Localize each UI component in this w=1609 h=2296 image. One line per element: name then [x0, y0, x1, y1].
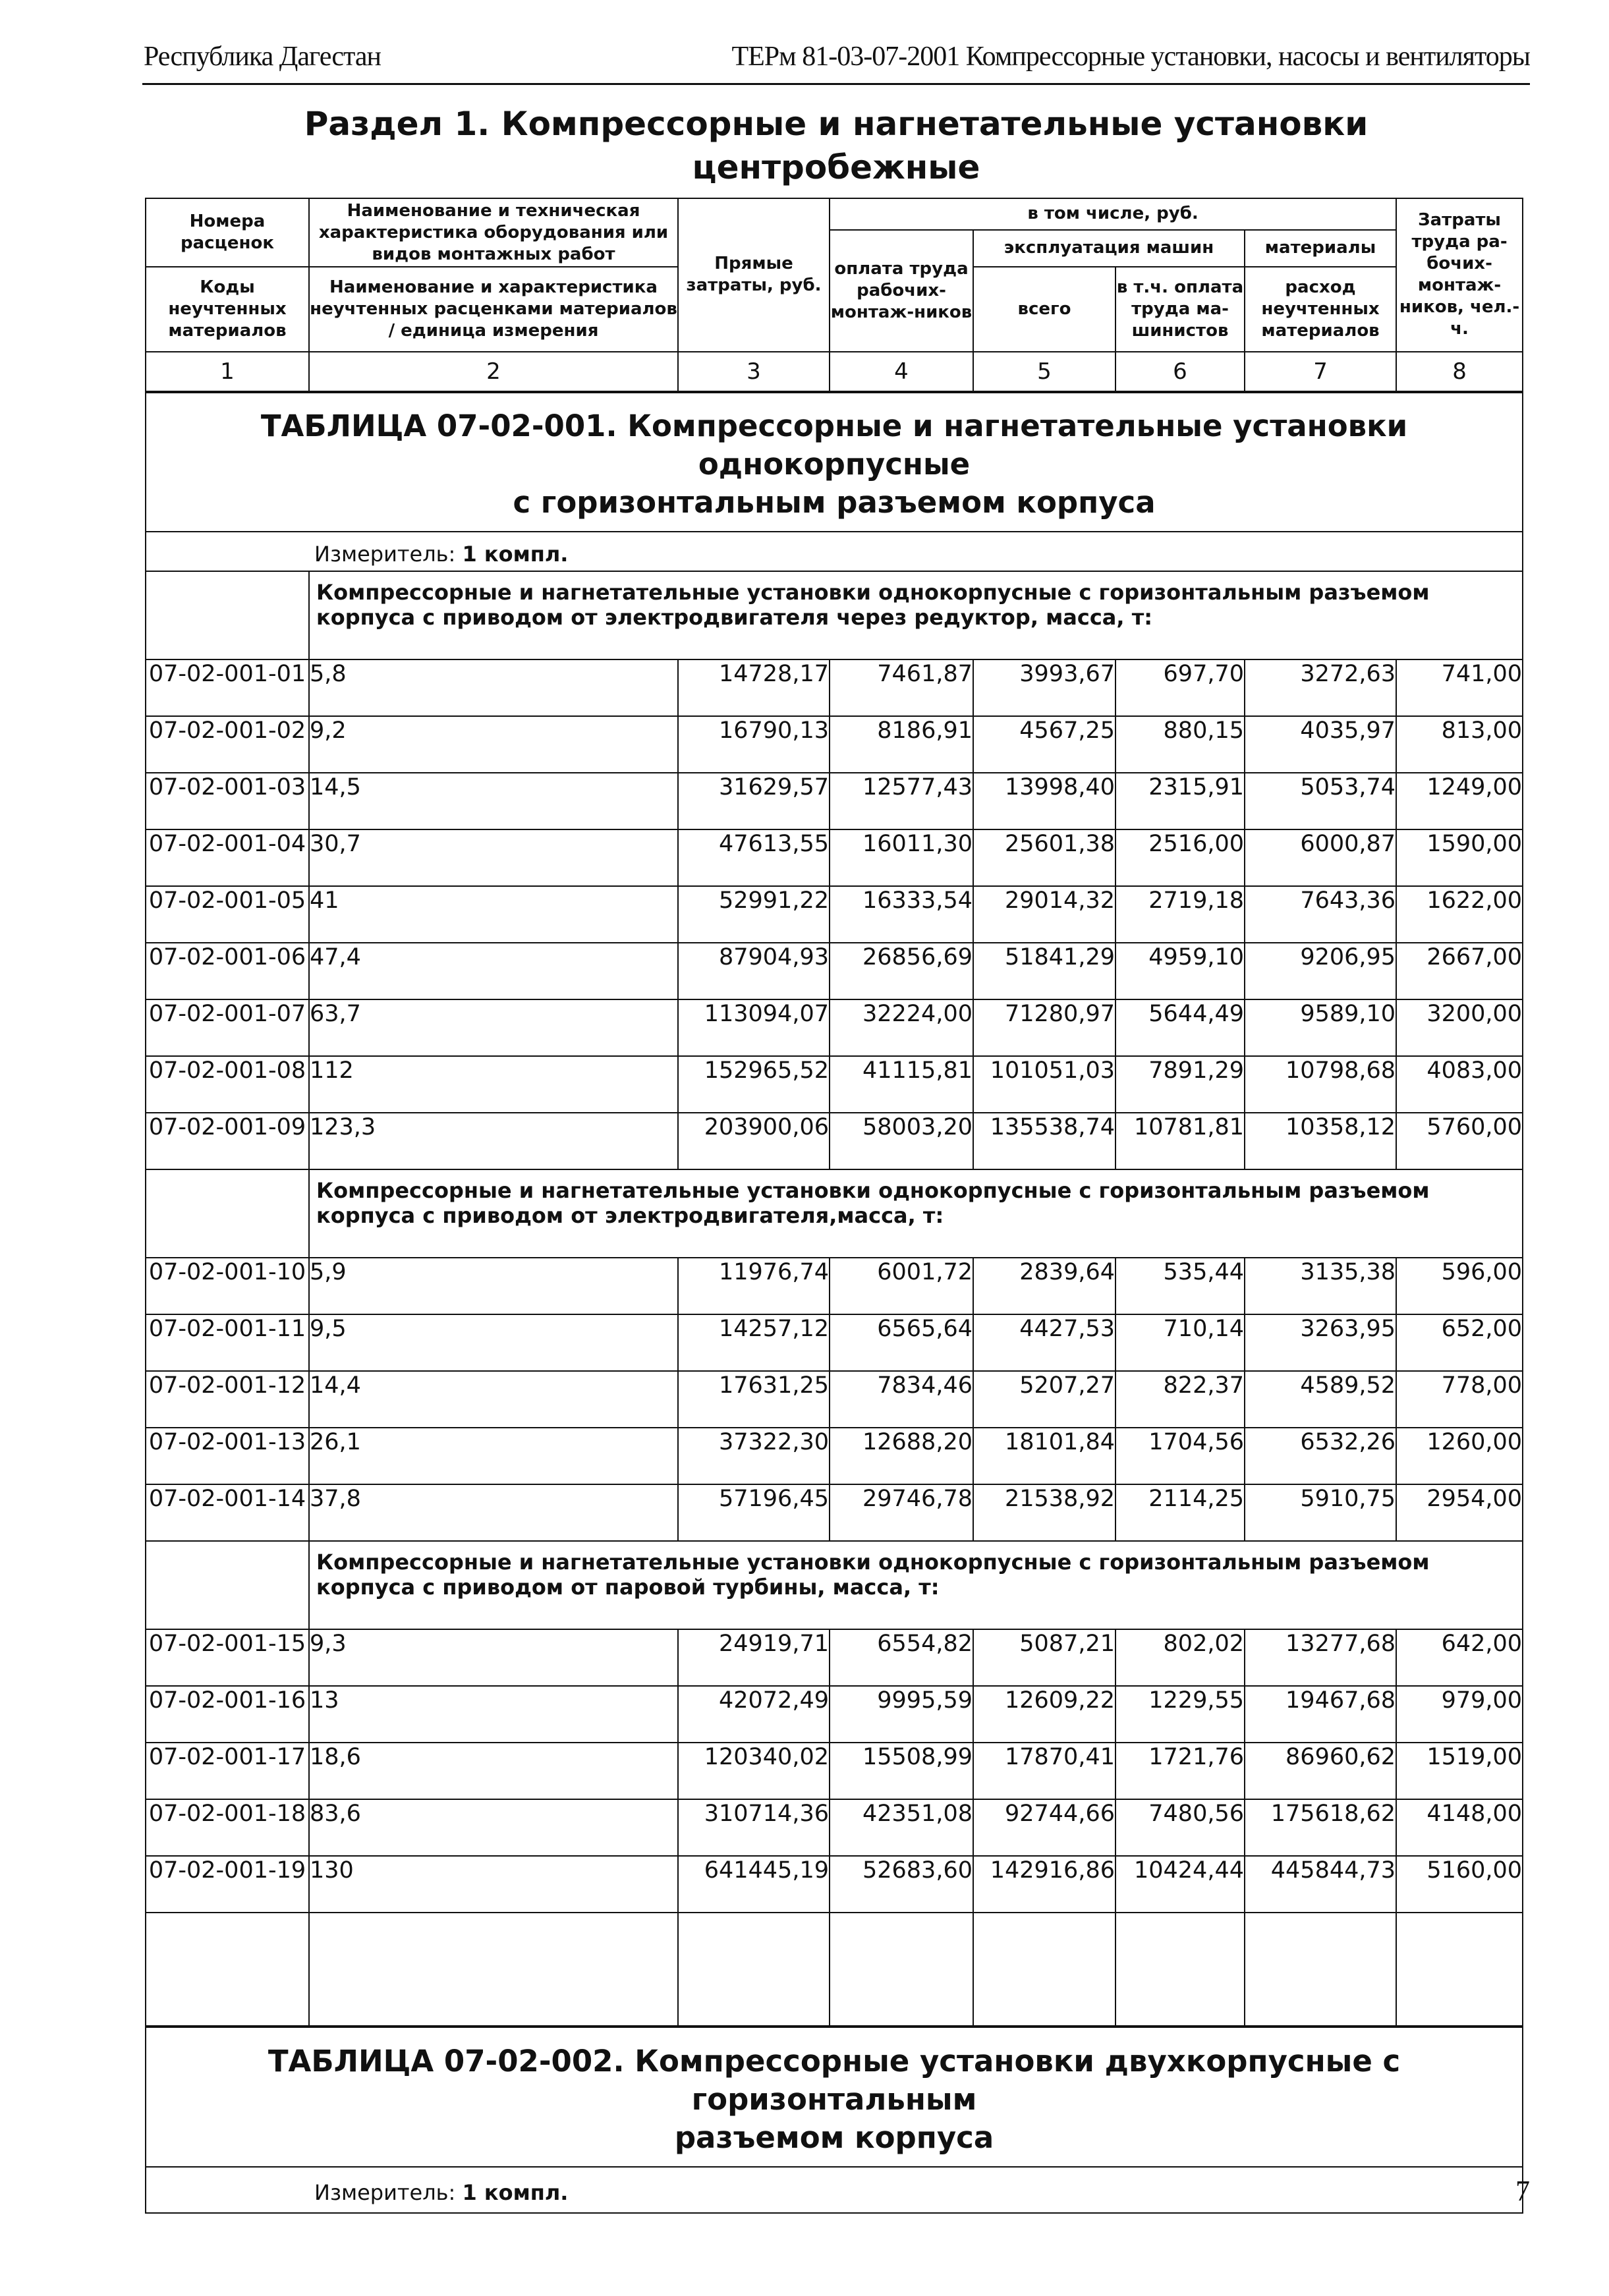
direct-cost-cell: 120340,02 [678, 1743, 830, 1799]
machinist-cost-cell: 880,15 [1115, 716, 1245, 773]
machinist-cost-cell: 1229,55 [1115, 1686, 1245, 1743]
mass-cell: 83,6 [309, 1799, 678, 1856]
material-cost-cell: 3272,63 [1245, 659, 1396, 716]
section-title: Раздел 1. Компрессорные и нагнетательные установки центробежные [304, 105, 1369, 186]
labor-cost-cell: 7834,46 [830, 1371, 973, 1428]
col-hours-header: Затраты труда ра-бочих-монтаж-ников, чел.-ч. [1396, 198, 1523, 352]
material-cost-cell: 10798,68 [1245, 1056, 1396, 1113]
material-cost-cell: 4589,52 [1245, 1371, 1396, 1428]
labor-hours-cell: 813,00 [1396, 716, 1523, 773]
col-materials-code-header: Коды неучтенных материалов [146, 267, 309, 351]
direct-cost-cell: 310714,36 [678, 1799, 830, 1856]
material-cost-cell: 9206,95 [1245, 943, 1396, 999]
labor-cost-cell: 6565,64 [830, 1314, 973, 1371]
page-number: 7 [1515, 2175, 1530, 2207]
group-header-row [146, 1541, 1523, 1629]
table-row [146, 1743, 1523, 1799]
labor-cost-cell: 7461,87 [830, 659, 973, 716]
rate-code-cell: 07-02-001-04 [146, 829, 309, 886]
direct-cost-cell: 14257,12 [678, 1314, 830, 1371]
direct-cost-cell: 37322,30 [678, 1428, 830, 1484]
table-row [146, 1856, 1523, 1913]
direct-cost-cell: 11976,74 [678, 1258, 830, 1314]
table-row [146, 773, 1523, 829]
material-cost-cell: 445844,73 [1245, 1856, 1396, 1913]
rate-code-cell: 07-02-001-09 [146, 1113, 309, 1169]
table-row [146, 1371, 1523, 1428]
labor-cost-cell: 16011,30 [830, 829, 973, 886]
rate-code-cell: 07-02-001-12 [146, 1371, 309, 1428]
col-machines-total-header: всего [973, 267, 1115, 351]
mass-cell: 9,3 [309, 1629, 678, 1686]
mass-cell: 112 [309, 1056, 678, 1113]
machine-cost-cell: 25601,38 [973, 829, 1115, 886]
material-cost-cell: 10358,12 [1245, 1113, 1396, 1169]
direct-cost-cell: 52991,22 [678, 886, 830, 943]
table2-measure: Измеритель: 1 компл. [146, 2167, 1523, 2213]
labor-cost-cell: 32224,00 [830, 999, 973, 1056]
mass-cell: 26,1 [309, 1428, 678, 1484]
mass-cell: 63,7 [309, 999, 678, 1056]
mass-cell: 5,8 [309, 659, 678, 716]
col-code-header: Номера расценок [146, 198, 309, 267]
labor-hours-cell: 1519,00 [1396, 1743, 1523, 1799]
machine-cost-cell: 17870,41 [973, 1743, 1115, 1799]
machinist-cost-cell: 5644,49 [1115, 999, 1245, 1056]
rate-code-cell: 07-02-001-17 [146, 1743, 309, 1799]
material-cost-cell: 86960,62 [1245, 1743, 1396, 1799]
direct-cost-cell: 17631,25 [678, 1371, 830, 1428]
material-cost-cell: 4035,97 [1245, 716, 1396, 773]
table-row [146, 1686, 1523, 1743]
empty-cell [678, 1913, 830, 2027]
mass-cell: 47,4 [309, 943, 678, 999]
machine-cost-cell: 13998,40 [973, 773, 1115, 829]
table1-caption [146, 392, 1523, 571]
rate-code-cell: 07-02-001-02 [146, 716, 309, 773]
table-row [146, 943, 1523, 999]
labor-cost-cell: 26856,69 [830, 943, 973, 999]
labor-cost-cell: 52683,60 [830, 1856, 973, 1913]
labor-cost-cell: 16333,54 [830, 886, 973, 943]
table-row [146, 1484, 1523, 1541]
machine-cost-cell: 51841,29 [973, 943, 1115, 999]
table2-title: ТАБЛИЦА 07-02-002. Компрессорные установки двухкорпусные с горизонтальным разъемом корпуса [146, 2027, 1523, 2167]
mass-cell: 13 [309, 1686, 678, 1743]
mass-cell: 37,8 [309, 1484, 678, 1541]
labor-hours-cell: 778,00 [1396, 1371, 1523, 1428]
table-row [146, 659, 1523, 716]
labor-cost-cell: 8186,91 [830, 716, 973, 773]
table-head [146, 198, 1523, 392]
material-cost-cell: 13277,68 [1245, 1629, 1396, 1686]
column-number: 1 [146, 352, 309, 392]
column-number: 4 [830, 352, 973, 392]
machinist-cost-cell: 10424,44 [1115, 1856, 1245, 1913]
header-region: Республика Дагестан [144, 42, 381, 72]
column-number: 3 [678, 352, 830, 392]
rate-code-cell: 07-02-001-14 [146, 1484, 309, 1541]
table-row [146, 1113, 1523, 1169]
material-cost-cell: 9589,10 [1245, 999, 1396, 1056]
labor-cost-cell: 15508,99 [830, 1743, 973, 1799]
machine-cost-cell: 29014,32 [973, 886, 1115, 943]
rate-code-cell: 07-02-001-11 [146, 1314, 309, 1371]
labor-cost-cell: 6001,72 [830, 1258, 973, 1314]
machinist-cost-cell: 2315,91 [1115, 773, 1245, 829]
table-row [146, 1799, 1523, 1856]
group-title: Компрессорные и нагнетательные установки однокорпусные с горизонтальным разъемом корпуса с приводом от паровой турбины, масса, т: [309, 1541, 1523, 1629]
table-row [146, 1314, 1523, 1371]
table1-title: ТАБЛИЦА 07-02-001. Компрессорные и нагнетательные установки однокорпусные с горизонтальным разъемом корпуса [146, 392, 1523, 532]
mass-cell: 41 [309, 886, 678, 943]
labor-hours-cell: 979,00 [1396, 1686, 1523, 1743]
column-number: 2 [309, 352, 678, 392]
material-cost-cell: 6532,26 [1245, 1428, 1396, 1484]
machinist-cost-cell: 1721,76 [1115, 1743, 1245, 1799]
labor-hours-cell: 5160,00 [1396, 1856, 1523, 1913]
direct-cost-cell: 24919,71 [678, 1629, 830, 1686]
col-materials-name-header: Наименование и характеристика неучтенных расценками материалов / единица измерения [309, 267, 678, 351]
rate-code-cell: 07-02-001-06 [146, 943, 309, 999]
col-name-header: Наименование и техническая характеристика оборудования или видов монтажных работ [309, 198, 678, 267]
labor-cost-cell: 29746,78 [830, 1484, 973, 1541]
machinist-cost-cell: 7480,56 [1115, 1799, 1245, 1856]
labor-cost-cell: 12577,43 [830, 773, 973, 829]
machinist-cost-cell: 697,70 [1115, 659, 1245, 716]
labor-cost-cell: 6554,82 [830, 1629, 973, 1686]
machine-cost-cell: 4567,25 [973, 716, 1115, 773]
mass-cell: 14,4 [309, 1371, 678, 1428]
labor-hours-cell: 1249,00 [1396, 773, 1523, 829]
material-cost-cell: 6000,87 [1245, 829, 1396, 886]
direct-cost-cell: 47613,55 [678, 829, 830, 886]
material-cost-cell: 19467,68 [1245, 1686, 1396, 1743]
machine-cost-cell: 21538,92 [973, 1484, 1115, 1541]
labor-hours-cell: 2954,00 [1396, 1484, 1523, 1541]
labor-hours-cell: 3200,00 [1396, 999, 1523, 1056]
table-row [146, 829, 1523, 886]
labor-hours-cell: 1622,00 [1396, 886, 1523, 943]
rate-code-cell: 07-02-001-13 [146, 1428, 309, 1484]
labor-hours-cell: 4148,00 [1396, 1799, 1523, 1856]
table-row [146, 716, 1523, 773]
rate-code-cell: 07-02-001-03 [146, 773, 309, 829]
labor-hours-cell: 652,00 [1396, 1314, 1523, 1371]
table2-caption [146, 2027, 1523, 2213]
direct-cost-cell: 42072,49 [678, 1686, 830, 1743]
rate-code-cell: 07-02-001-05 [146, 886, 309, 943]
mass-cell: 14,5 [309, 773, 678, 829]
machine-cost-cell: 5087,21 [973, 1629, 1115, 1686]
table1-measure: Измеритель: 1 компл. [146, 532, 1523, 571]
machine-cost-cell: 71280,97 [973, 999, 1115, 1056]
machinist-cost-cell: 1704,56 [1115, 1428, 1245, 1484]
table-row [146, 999, 1523, 1056]
machine-cost-cell: 92744,66 [973, 1799, 1115, 1856]
labor-hours-cell: 1260,00 [1396, 1428, 1523, 1484]
direct-cost-cell: 57196,45 [678, 1484, 830, 1541]
rate-code-cell: 07-02-001-07 [146, 999, 309, 1056]
material-cost-cell: 3135,38 [1245, 1258, 1396, 1314]
column-number: 8 [1396, 352, 1523, 392]
column-number: 7 [1245, 352, 1396, 392]
table-row [146, 1428, 1523, 1484]
direct-cost-cell: 31629,57 [678, 773, 830, 829]
empty-cell [146, 1541, 309, 1629]
labor-hours-cell: 642,00 [1396, 1629, 1523, 1686]
machinist-cost-cell: 7891,29 [1115, 1056, 1245, 1113]
labor-cost-cell: 12688,20 [830, 1428, 973, 1484]
labor-cost-cell: 58003,20 [830, 1113, 973, 1169]
machinist-cost-cell: 535,44 [1115, 1258, 1245, 1314]
machine-cost-cell: 142916,86 [973, 1856, 1115, 1913]
machine-cost-cell: 18101,84 [973, 1428, 1115, 1484]
direct-cost-cell: 203900,06 [678, 1113, 830, 1169]
col-machinists-header: в т.ч. оплата труда ма-шинистов [1115, 267, 1245, 351]
machine-cost-cell: 2839,64 [973, 1258, 1115, 1314]
labor-hours-cell: 5760,00 [1396, 1113, 1523, 1169]
table1-body [146, 571, 1523, 1913]
rate-code-cell: 07-02-001-10 [146, 1258, 309, 1314]
machinist-cost-cell: 710,14 [1115, 1314, 1245, 1371]
machinist-cost-cell: 822,37 [1115, 1371, 1245, 1428]
direct-cost-cell: 113094,07 [678, 999, 830, 1056]
col-materials-group-header: материалы [1245, 230, 1396, 267]
mass-cell: 30,7 [309, 829, 678, 886]
table-row [146, 886, 1523, 943]
table-row [146, 1629, 1523, 1686]
mass-cell: 130 [309, 1856, 678, 1913]
labor-hours-cell: 741,00 [1396, 659, 1523, 716]
machinist-cost-cell: 10781,81 [1115, 1113, 1245, 1169]
mass-cell: 18,6 [309, 1743, 678, 1799]
table1-tail [146, 1913, 1523, 2027]
labor-cost-cell: 42351,08 [830, 1799, 973, 1856]
direct-cost-cell: 152965,52 [678, 1056, 830, 1113]
empty-cell [973, 1913, 1115, 2027]
empty-cell [309, 1913, 678, 2027]
group-title: Компрессорные и нагнетательные установки однокорпусные с горизонтальным разъемом корпуса с приводом от электродвигателя через редуктор, масса, т: [309, 571, 1523, 659]
mass-cell: 5,9 [309, 1258, 678, 1314]
col-including-header: в том числе, руб. [830, 198, 1396, 230]
group-title: Компрессорные и нагнетательные установки однокорпусные с горизонтальным разъемом корпуса с приводом от электродвигателя,масса, т: [309, 1169, 1523, 1258]
col-machines-group-header: эксплуатация машин [973, 230, 1245, 267]
empty-cell [146, 1913, 309, 2027]
labor-hours-cell: 596,00 [1396, 1258, 1523, 1314]
direct-cost-cell: 16790,13 [678, 716, 830, 773]
empty-cell [1396, 1913, 1523, 2027]
header-rule [142, 83, 1530, 85]
labor-hours-cell: 2667,00 [1396, 943, 1523, 999]
group-header-row [146, 1169, 1523, 1258]
labor-cost-cell: 9995,59 [830, 1686, 973, 1743]
rate-code-cell: 07-02-001-16 [146, 1686, 309, 1743]
direct-cost-cell: 641445,19 [678, 1856, 830, 1913]
empty-cell [1245, 1913, 1396, 2027]
mass-cell: 123,3 [309, 1113, 678, 1169]
machine-cost-cell: 12609,22 [973, 1686, 1115, 1743]
direct-cost-cell: 14728,17 [678, 659, 830, 716]
column-number: 6 [1115, 352, 1245, 392]
labor-cost-cell: 41115,81 [830, 1056, 973, 1113]
machinist-cost-cell: 2516,00 [1115, 829, 1245, 886]
rate-code-cell: 07-02-001-19 [146, 1856, 309, 1913]
machinist-cost-cell: 4959,10 [1115, 943, 1245, 999]
header-document-code: ТЕРм 81-03-07-2001 Компрессорные установки, насосы и вентиляторы [731, 42, 1530, 72]
machine-cost-cell: 101051,03 [973, 1056, 1115, 1113]
rate-code-cell: 07-02-001-15 [146, 1629, 309, 1686]
material-cost-cell: 5053,74 [1245, 773, 1396, 829]
col-direct-header: Прямые затраты, руб. [678, 198, 830, 352]
machinist-cost-cell: 2114,25 [1115, 1484, 1245, 1541]
machinist-cost-cell: 2719,18 [1115, 886, 1245, 943]
rate-code-cell: 07-02-001-01 [146, 659, 309, 716]
material-cost-cell: 7643,36 [1245, 886, 1396, 943]
material-cost-cell: 3263,95 [1245, 1314, 1396, 1371]
material-cost-cell: 5910,75 [1245, 1484, 1396, 1541]
group-header-row [146, 571, 1523, 659]
empty-cell [146, 1169, 309, 1258]
labor-hours-cell: 1590,00 [1396, 829, 1523, 886]
machine-cost-cell: 135538,74 [973, 1113, 1115, 1169]
rate-code-cell: 07-02-001-08 [146, 1056, 309, 1113]
table-row [146, 1056, 1523, 1113]
direct-cost-cell: 87904,93 [678, 943, 830, 999]
mass-cell: 9,5 [309, 1314, 678, 1371]
empty-cell [830, 1913, 973, 2027]
machine-cost-cell: 3993,67 [973, 659, 1115, 716]
empty-cell [1115, 1913, 1245, 2027]
rate-code-cell: 07-02-001-18 [146, 1799, 309, 1856]
machine-cost-cell: 5207,27 [973, 1371, 1115, 1428]
mass-cell: 9,2 [309, 716, 678, 773]
price-table [145, 198, 1523, 2214]
col-materials-header: расход неучтенных материалов [1245, 267, 1396, 351]
column-numbers-row [146, 352, 1523, 392]
machine-cost-cell: 4427,53 [973, 1314, 1115, 1371]
column-number: 5 [973, 352, 1115, 392]
col-labor-header: оплата труда рабочих-монтаж-ников [830, 230, 973, 352]
material-cost-cell: 175618,62 [1245, 1799, 1396, 1856]
table-row [146, 1258, 1523, 1314]
empty-cell [146, 571, 309, 659]
machinist-cost-cell: 802,02 [1115, 1629, 1245, 1686]
labor-hours-cell: 4083,00 [1396, 1056, 1523, 1113]
